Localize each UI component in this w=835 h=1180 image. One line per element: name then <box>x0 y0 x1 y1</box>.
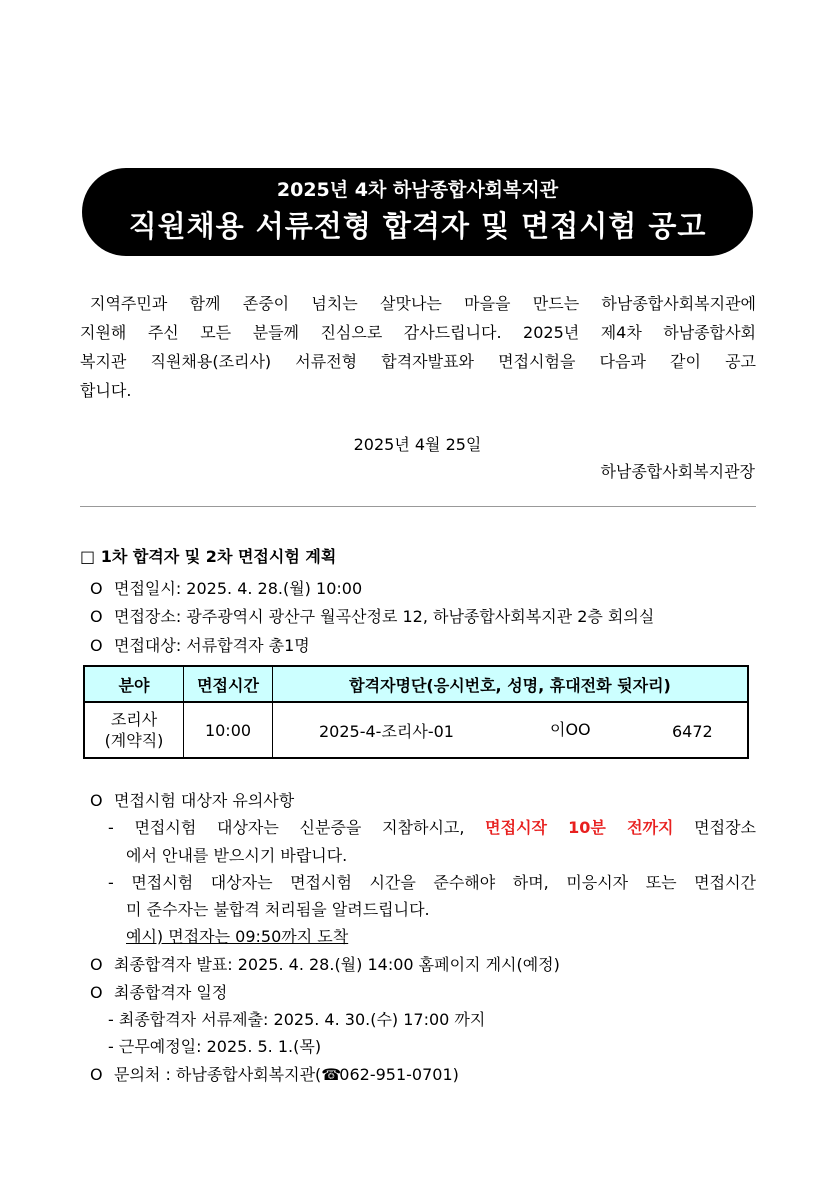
final-announce-text: 최종합격자 발표: 2025. 4. 28.(월) 14:00 홈페이지 게시(예정) <box>114 955 560 974</box>
field-name: 조리사 <box>110 710 158 729</box>
intro-line: 지원해 주신 모든 분들께 진심으로 감사드립니다. 2025년 제4차 하남종합사회 <box>80 323 756 342</box>
bullet: O <box>90 579 103 598</box>
highlight-deadline: 면접시작 10분 전까지 <box>485 818 674 837</box>
bullet: O <box>90 607 103 626</box>
issuer-name: 하남종합사회복지관장 <box>600 462 755 481</box>
final-schedule-text: 최종합격자 일정 <box>114 983 228 1002</box>
cell-time: 10:00 <box>184 702 273 758</box>
note-text: 면접장소 <box>673 818 756 837</box>
contact-text: 문의처 : 하남종합사회복지관( <box>114 1065 322 1084</box>
bullet: O <box>90 636 103 655</box>
arrival-example: 예시) 면접자는 09:50까지 도착 <box>126 927 349 946</box>
title-banner <box>82 168 753 256</box>
intro-line: 합니다. <box>80 381 132 400</box>
intro-line: 복지관 직원채용(조리사) 서류전형 합격자발표와 면접시험을 다음과 같이 공고 <box>80 352 756 371</box>
intro-line: 지역주민과 함께 존중이 넘치는 살맛나는 마을을 만드는 하남종합사회복지관에 <box>90 294 756 313</box>
final-schedule-title <box>90 980 227 1003</box>
note-2-cont: 미 준수자는 불합격 처리됨을 알려드립니다. <box>126 900 430 919</box>
final-schedule-docs: - 최종합격자 서류제출: 2025. 4. 30.(수) 17:00 까지 <box>108 1010 486 1029</box>
passer-name: 이OO <box>550 720 591 739</box>
cell-passer <box>273 702 749 758</box>
note-1 <box>108 815 756 838</box>
contact-info <box>90 1062 459 1085</box>
final-announce <box>90 952 560 975</box>
notes-title-text: 면접시험 대상자 유의사항 <box>114 791 295 810</box>
phone-suffix: 6472 <box>672 722 713 741</box>
header-passers: 합격자명단(응시번호, 성명, 휴대전화 뒷자리) <box>273 666 749 702</box>
divider <box>80 506 756 507</box>
table-header-row <box>84 666 748 702</box>
bullet: O <box>90 983 103 1002</box>
bullet: O <box>90 955 103 974</box>
phone-icon: ☎ <box>321 1065 342 1084</box>
section-title: □ 1차 합격자 및 2차 면접시험 계획 <box>80 547 337 566</box>
final-schedule-start: - 근무예정일: 2025. 5. 1.(목) <box>108 1037 322 1056</box>
bullet: O <box>90 1065 103 1084</box>
plan-item-datetime <box>90 576 362 599</box>
notes-title <box>90 788 294 811</box>
banner-subtitle: 2025년 4차 하남종합사회복지관 <box>276 179 559 201</box>
note-1-cont: 에서 안내를 받으시기 바랍니다. <box>126 846 348 865</box>
table-row <box>84 702 748 758</box>
contact-phone: 062-951-0701) <box>339 1065 459 1084</box>
note-2: - 면접시험 대상자는 면접시험 시간을 준수해야 하며, 미응시자 또는 면접시간 <box>108 873 756 892</box>
passer-table <box>83 665 749 759</box>
cell-field <box>84 702 184 758</box>
announcement-date: 2025년 4월 25일 <box>353 435 482 454</box>
plan-item-text: 면접일시: 2025. 4. 28.(월) 10:00 <box>114 579 363 598</box>
exam-number: 2025-4-조리사-01 <box>319 722 454 741</box>
plan-item-text: 면접장소: 광주광역시 광산구 월곡산정로 12, 하남종합사회복지관 2층 회의실 <box>114 607 655 626</box>
bullet: O <box>90 791 103 810</box>
header-field: 분야 <box>84 666 184 702</box>
header-time: 면접시간 <box>184 666 273 702</box>
plan-item-text: 면접대상: 서류합격자 총1명 <box>114 636 310 655</box>
plan-item-target <box>90 633 310 656</box>
banner-title: 직원채용 서류전형 합격자 및 면접시험 공고 <box>128 209 707 243</box>
intro-paragraph <box>80 289 756 405</box>
note-text: - 면접시험 대상자는 신분증을 지참하시고, <box>108 818 486 837</box>
field-type: (계약직) <box>104 731 164 750</box>
plan-item-location <box>90 604 654 627</box>
